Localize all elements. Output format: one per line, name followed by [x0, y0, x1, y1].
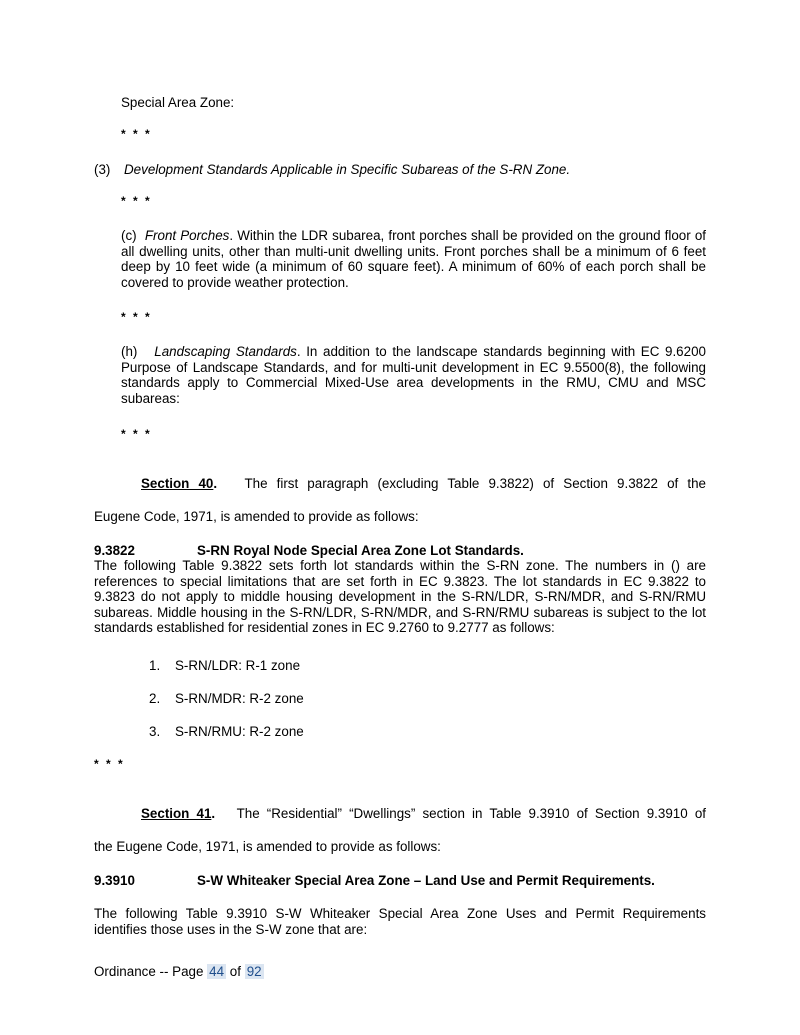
list-item: S-RN/MDR: R-2 zone	[175, 691, 304, 706]
list-item: S-RN/LDR: R-1 zone	[175, 658, 301, 673]
item-c-text: . Within the LDR subarea, front porches shall be provided on the ground floor of all dwelling units, other than multi-unit dwelling units. Front porches shall be a minimum of 6 feet deep by 10 feet wide (a minimum of 60 square feet). A minimum of 60% of each porch shall be covered to provide weather protection.	[121, 228, 706, 290]
special-area-zone-text: Special Area Zone:	[121, 95, 235, 110]
list-item-number: 1.	[149, 658, 161, 673]
item-3-number: (3)	[94, 162, 111, 177]
item-h-text: . In addition to the landscape standards beginning with EC 9.6200 Purpose of Landscape Standards, and for multi-unit development in EC 9.5500(8), the following standards apply to Commercial Mixed-Use area developments in the RMU, CMU and MSC subareas:	[121, 344, 706, 406]
section-41-heading: Section 41	[141, 806, 212, 821]
code-9-3822-title: S-RN Royal Node Special Area Zone Lot Standards.	[197, 543, 524, 558]
section-40-heading: Section 40	[141, 476, 214, 491]
item-c-label: (c)	[121, 228, 137, 243]
item-h-heading: Landscaping Standards	[154, 344, 297, 359]
page-footer	[94, 964, 264, 980]
ellipsis-stars: * * *	[121, 127, 152, 141]
section-40-text: The first paragraph (excluding Table 9.3822) of Section 9.3822 of the	[244, 476, 706, 491]
section-40-line-1: Section 40. The first paragraph (excluding Table 9.3822) of Section 9.3822 of the	[141, 476, 706, 491]
section-40-line-2: Eugene Code, 1971, is amended to provide as follows:	[94, 509, 419, 524]
code-9-3910-body: The following Table 9.3910 S-W Whiteaker Special Area Zone Uses and Permit Requirements identifies those uses in the S-W zone that are:	[94, 906, 706, 937]
footer-prefix: Ordinance -- Page	[94, 964, 204, 979]
section-41-line-2: the Eugene Code, 1971, is amended to provide as follows:	[94, 839, 441, 854]
section-41-text: The “Residential” “Dwellings” section in Table 9.3910 of Section 9.3910 of	[236, 806, 706, 821]
footer-of: of	[229, 964, 241, 979]
section-41-line-1: Section 41. The “Residential” “Dwellings” section in Table 9.3910 of Section 9.3910 of	[141, 806, 706, 821]
ellipsis-stars: * * *	[121, 194, 152, 208]
list-item: S-RN/RMU: R-2 zone	[175, 724, 304, 739]
code-9-3822-body: The following Table 9.3822 sets forth lot standards within the S-RN zone. The numbers in () are references to special limitations that are set forth in EC 9.3823. The lot standards in EC 9.3822 to 9.3823 do not apply to middle housing development in the S-RN/LDR, S-RN/MDR, and S-RN/RMU subareas. Middle housing in the S-RN/LDR, S-RN/MDR, and S-RN/RMU subareas is subject to the lot standards established for residential zones in EC 9.2760 to 9.2777 as follows:	[94, 558, 706, 635]
front-porches-paragraph	[121, 228, 706, 290]
code-9-3822-number: 9.3822	[94, 543, 135, 558]
item-h-label: (h)	[121, 344, 138, 359]
code-9-3910-number: 9.3910	[94, 873, 135, 888]
landscaping-standards-paragraph	[121, 344, 706, 406]
total-pages: 92	[246, 964, 262, 979]
ellipsis-stars: * * *	[121, 427, 152, 441]
item-3-title: Development Standards Applicable in Specific Subareas of the S-RN Zone.	[124, 162, 571, 177]
page-number: 44	[209, 964, 225, 979]
code-9-3910-title: S-W Whiteaker Special Area Zone – Land Use and Permit Requirements.	[197, 873, 655, 888]
ellipsis-stars: * * *	[94, 757, 125, 771]
item-c-heading: Front Porches	[144, 228, 230, 243]
list-item-number: 2.	[149, 691, 161, 706]
ellipsis-stars: * * *	[121, 310, 152, 324]
list-item-number: 3.	[149, 724, 161, 739]
